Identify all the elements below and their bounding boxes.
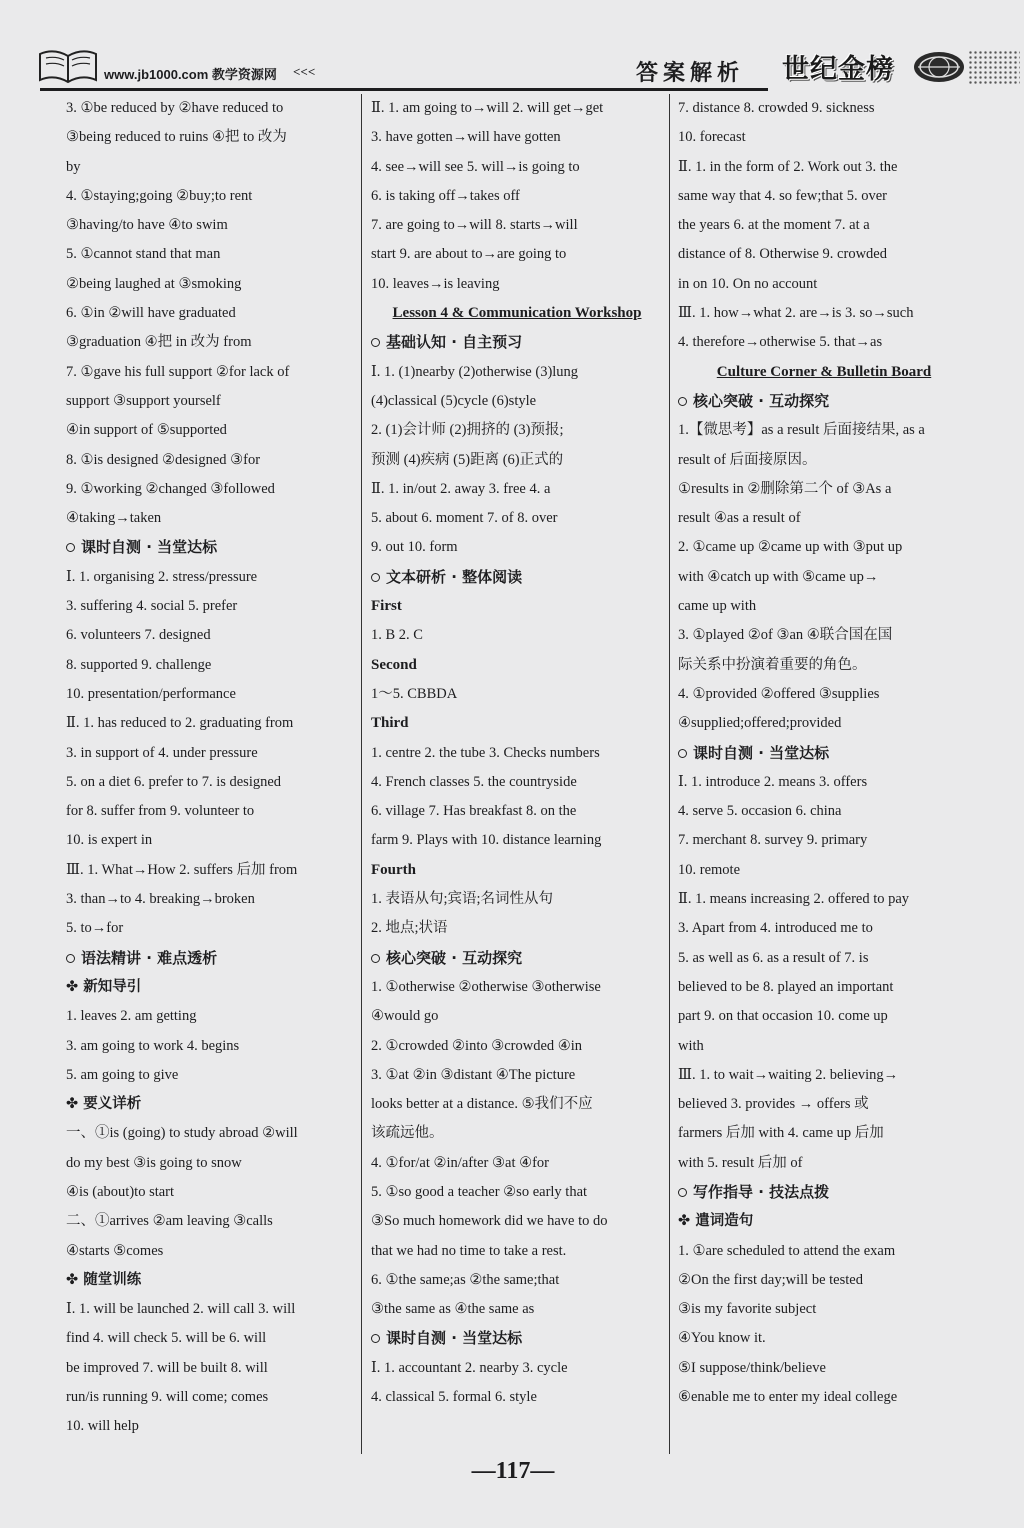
answer-line: 6. village 7. Has breakfast 8. on the	[371, 803, 577, 820]
answer-line: 5. am going to give	[66, 1066, 179, 1083]
answer-line: 3. suffering 4. social 5. prefer	[66, 598, 238, 615]
column-divider	[669, 94, 670, 1454]
answer-line: 3. ①played ②of ③an ④联合国在国	[678, 627, 893, 644]
page-header	[0, 0, 1024, 92]
answer-line: 5. as well as 6. as a result of 7. is	[678, 949, 869, 966]
answer-line: 8. ①is designed ②designed ③for	[66, 451, 261, 468]
answer-line: 该疏远他。	[371, 1125, 444, 1142]
answer-line: 2. (1)会计师 (2)拥挤的 (3)预报;	[371, 422, 564, 439]
answer-line: 6. ①in ②will have graduated	[66, 305, 236, 322]
section-heading-text: 文本研析 · 整体阅读	[386, 567, 523, 586]
circle-bullet-icon	[371, 573, 380, 582]
answer-line: 1. ①are scheduled to attend the exam	[678, 1242, 896, 1259]
answer-line: 10. leaves→is leaving	[371, 275, 500, 292]
header-rule	[40, 88, 768, 91]
answer-line: Ⅰ. 1. introduce 2. means 3. offers	[678, 773, 868, 790]
answer-line: 1. 表语从句;宾语;名词性从句	[371, 891, 554, 908]
section-heading-text: 核心突破 · 互动探究	[693, 391, 830, 410]
answer-line: ④in support of ⑤supported	[66, 422, 227, 439]
column-divider	[361, 94, 362, 1454]
section-heading	[678, 1178, 970, 1207]
answer-line: 3. in support of 4. under pressure	[66, 744, 258, 761]
answer-line: 4. therefore→otherwise 5. that→as	[678, 334, 883, 351]
lesson-title: Culture Corner & Bulletin Board	[716, 363, 932, 380]
globe-icon	[912, 50, 966, 84]
answer-line: be improved 7. will be built 8. will	[66, 1359, 268, 1376]
answer-line: came up with	[678, 598, 757, 615]
section-heading	[371, 563, 663, 592]
section-heading	[66, 944, 356, 973]
section-heading-text: 语法精讲 · 难点透析	[81, 948, 218, 967]
answer-line: 一、①is (going) to study abroad ②will	[66, 1125, 298, 1142]
answer-line: Ⅲ. 1. to wait→waiting 2. believing→	[678, 1066, 899, 1083]
book-logo-icon	[36, 46, 100, 86]
answer-line: 4. see→will see 5. will→is going to	[371, 158, 580, 175]
answer-line: 4. classical 5. formal 6. style	[371, 1389, 537, 1406]
answer-line: 3. ①at ②in ③distant ④The picture	[371, 1066, 576, 1083]
answer-line: with ④catch up with ⑤came up→	[678, 568, 879, 585]
answer-line: ⑥enable me to enter my ideal college	[678, 1389, 898, 1406]
circle-bullet-icon	[371, 954, 380, 963]
answer-line: Ⅰ. 1. (1)nearby (2)otherwise (3)lung	[371, 363, 579, 380]
answer-line: 1. B 2. C	[371, 627, 423, 644]
circle-bullet-icon	[678, 397, 687, 406]
answer-line: 4. French classes 5. the countryside	[371, 773, 577, 790]
answer-line: ④taking→taken	[66, 510, 162, 527]
brand-logo: 世纪金榜	[782, 54, 894, 85]
answer-line: ④supplied;offered;provided	[678, 715, 842, 732]
part-label: Fourth	[371, 861, 416, 878]
part-label: Third	[371, 715, 409, 732]
section-heading	[371, 1324, 663, 1353]
part-label: First	[371, 598, 402, 615]
answer-line: 4. serve 5. occasion 6. china	[678, 803, 842, 820]
answer-line: 4. ①staying;going ②buy;to rent	[66, 187, 253, 204]
answer-line: Ⅱ. 1. means increasing 2. offered to pay	[678, 891, 910, 908]
answer-line: same way that 4. so few;that 5. over	[678, 187, 887, 204]
answer-line: Ⅱ. 1. am going to→will 2. will get→get	[371, 100, 604, 116]
answer-line: 1. leaves 2. am getting	[66, 1008, 197, 1025]
circle-bullet-icon	[66, 954, 75, 963]
page-number: —117—	[471, 1458, 555, 1484]
column-left	[66, 94, 356, 1442]
section-heading	[678, 387, 970, 416]
answer-line: 3. have gotten→will have gotten	[371, 129, 561, 146]
answer-line: 5. about 6. moment 7. of 8. over	[371, 510, 558, 527]
answer-line: believed 3. provides → offers 或	[678, 1096, 869, 1113]
answer-line: 5. ①so good a teacher ②so early that	[371, 1183, 588, 1200]
answer-line: ③graduation ④把 in 改为 from	[66, 334, 252, 351]
circle-bullet-icon	[66, 543, 75, 552]
answer-line: Ⅰ. 1. accountant 2. nearby 3. cycle	[371, 1359, 568, 1376]
answer-line: 2. ①crowded ②into ③crowded ④in	[371, 1037, 583, 1054]
answer-line: for 8. suffer from 9. volunteer to	[66, 803, 255, 820]
answer-line: ③So much homework did we have to do	[371, 1213, 608, 1230]
arrows-decoration: <<<	[293, 64, 316, 79]
answer-line: 5. to→for	[66, 920, 124, 937]
answer-line: in on 10. On no account	[678, 275, 818, 292]
answer-line: 1. centre 2. the tube 3. Checks numbers	[371, 744, 600, 761]
answer-line: ④starts ⑤comes	[66, 1242, 164, 1259]
answer-line: ⑤I suppose/think/believe	[678, 1359, 826, 1376]
answer-line: 5. ①cannot stand that man	[66, 246, 221, 263]
section-heading	[66, 533, 356, 562]
subsection-heading: ✤ 要义详析	[66, 1096, 142, 1113]
answer-line: 5. on a diet 6. prefer to 7. is designed	[66, 773, 282, 790]
answer-line: 7. are going to→will 8. starts→will	[371, 217, 578, 234]
answer-line: 10. is expert in	[66, 832, 153, 849]
part-label: Second	[371, 656, 417, 673]
answer-line: farmers 后加 with 4. came up 后加	[678, 1125, 884, 1142]
answer-line: 7. distance 8. crowded 9. sickness	[678, 100, 875, 116]
section-heading	[678, 739, 970, 768]
subsection-heading: ✤ 新知导引	[66, 978, 142, 995]
section-heading	[371, 328, 663, 357]
section-heading-text: 基础认知 · 自主预习	[386, 333, 523, 352]
answer-line: 6. ①the same;as ②the same;that	[371, 1271, 560, 1288]
answer-line: ④would go	[371, 1008, 439, 1025]
answer-line: result ④as a result of	[678, 510, 801, 527]
answer-line: 6. is taking off→takes off	[371, 187, 520, 204]
answer-line: 预测 (4)疾病 (5)距离 (6)正式的	[371, 451, 564, 468]
answer-line: result of 后面接原因。	[678, 451, 817, 468]
answer-line: 10. remote	[678, 861, 741, 878]
answer-line: part 9. on that occasion 10. come up	[678, 1008, 888, 1025]
circle-bullet-icon	[678, 749, 687, 758]
answer-line: 际关系中扮演着重要的角色。	[678, 656, 867, 673]
answer-line: Ⅲ. 1. how→what 2. are→is 3. so→such	[678, 305, 914, 322]
answer-line: 3. Apart from 4. introduced me to	[678, 920, 873, 937]
dot-pattern	[968, 50, 1020, 86]
answer-line: Ⅱ. 1. has reduced to 2. graduating from	[66, 715, 294, 732]
answer-line: start 9. are about to→are going to	[371, 246, 567, 263]
lesson-title: Lesson 4 & Communication Workshop	[392, 305, 642, 322]
subsection-heading: ✤ 遣词造句	[678, 1213, 754, 1230]
answer-line: ④is (about)to start	[66, 1183, 175, 1200]
section-heading	[371, 944, 663, 973]
section-heading-text: 核心突破 · 互动探究	[386, 948, 523, 967]
answer-line: Ⅰ. 1. organising 2. stress/pressure	[66, 568, 258, 585]
answer-line: ③the same as ④the same as	[371, 1301, 535, 1318]
answer-line: 8. supported 9. challenge	[66, 656, 212, 673]
answer-line: 1. ①otherwise ②otherwise ③otherwise	[371, 978, 601, 995]
answer-line: 10. presentation/performance	[66, 685, 236, 702]
answer-line: Ⅰ. 1. will be launched 2. will call 3. will	[66, 1301, 296, 1318]
section-heading-text: 写作指导 · 技法点拨	[693, 1182, 830, 1201]
answer-line: ②On the first day;will be tested	[678, 1271, 863, 1288]
answer-line: ③having/to have ④to swim	[66, 217, 228, 234]
circle-bullet-icon	[371, 338, 380, 347]
answer-line: 9. ①working ②changed ③followed	[66, 480, 275, 497]
answer-line: ④You know it.	[678, 1330, 766, 1347]
answer-line: 2. ①came up ②came up with ③put up	[678, 539, 903, 556]
answer-line: 9. out 10. form	[371, 539, 458, 556]
answer-line: 2. 地点;状语	[371, 920, 448, 937]
answer-line: farm 9. Plays with 10. distance learning	[371, 832, 602, 849]
section-heading-text: 课时自测 · 当堂达标	[693, 743, 830, 762]
answer-line: do my best ③is going to snow	[66, 1154, 242, 1171]
circle-bullet-icon	[678, 1188, 687, 1197]
answer-line: with	[678, 1037, 704, 1054]
answer-line: 10. will help	[66, 1418, 139, 1435]
answer-line: 4. ①for/at ②in/after ③at ④for	[371, 1154, 550, 1171]
section-heading-text: 课时自测 · 当堂达标	[81, 538, 218, 557]
answer-line: Ⅲ. 1. What→How 2. suffers 后加 from	[66, 861, 298, 878]
answer-line: by	[66, 158, 81, 175]
answer-line: 7. ①gave his full support ②for lack of	[66, 363, 290, 380]
answer-line: Ⅱ. 1. in/out 2. away 3. free 4. a	[371, 480, 551, 497]
answer-line: (4)classical (5)cycle (6)style	[371, 392, 537, 409]
answer-line: Ⅱ. 1. in the form of 2. Work out 3. the	[678, 158, 898, 175]
answer-line: looks better at a distance. ⑤我们不应	[371, 1096, 593, 1113]
answer-line: 6. volunteers 7. designed	[66, 627, 211, 644]
answer-line: ③being reduced to ruins ④把 to 改为	[66, 129, 287, 146]
answer-line: believed to be 8. played an important	[678, 978, 894, 995]
answer-line: ③is my favorite subject	[678, 1301, 817, 1318]
answer-line: 1.【微思考】as a result 后面接结果, as a	[678, 422, 925, 439]
answer-line: 10. forecast	[678, 129, 746, 146]
subsection-heading: ✤ 随堂训练	[66, 1271, 142, 1288]
answer-line: ②being laughed at ③smoking	[66, 275, 242, 292]
answer-line: 7. merchant 8. survey 9. primary	[678, 832, 868, 849]
answer-line: find 4. will check 5. will be 6. will	[66, 1330, 267, 1347]
answer-line: support ③support yourself	[66, 392, 221, 409]
answer-line: ①results in ②删除第二个 of ③As a	[678, 480, 892, 497]
answer-line: 二、①arrives ②am leaving ③calls	[66, 1213, 273, 1230]
circle-bullet-icon	[371, 1334, 380, 1343]
answer-line: distance of 8. Otherwise 9. crowded	[678, 246, 887, 263]
answer-line: 4. ①provided ②offered ③supplies	[678, 685, 880, 702]
header-title: 答案解析	[636, 61, 745, 86]
answer-line: that we had no time to take a rest.	[371, 1242, 567, 1259]
answer-line: the years 6. at the moment 7. at a	[678, 217, 870, 234]
section-heading-text: 课时自测 · 当堂达标	[386, 1329, 523, 1348]
website-url: www.jb1000.com 教学资源网	[104, 67, 277, 82]
answer-line: 3. am going to work 4. begins	[66, 1037, 240, 1054]
answer-line: 3. ①be reduced by ②have reduced to	[66, 100, 284, 116]
answer-line: with 5. result 后加 of	[678, 1154, 803, 1171]
column-right	[678, 94, 970, 1412]
column-middle	[371, 94, 663, 1412]
answer-line: run/is running 9. will come; comes	[66, 1389, 269, 1406]
answer-line: 3. than→to 4. breaking→broken	[66, 891, 255, 908]
answer-line: 1～5. CBBDA	[371, 685, 458, 702]
